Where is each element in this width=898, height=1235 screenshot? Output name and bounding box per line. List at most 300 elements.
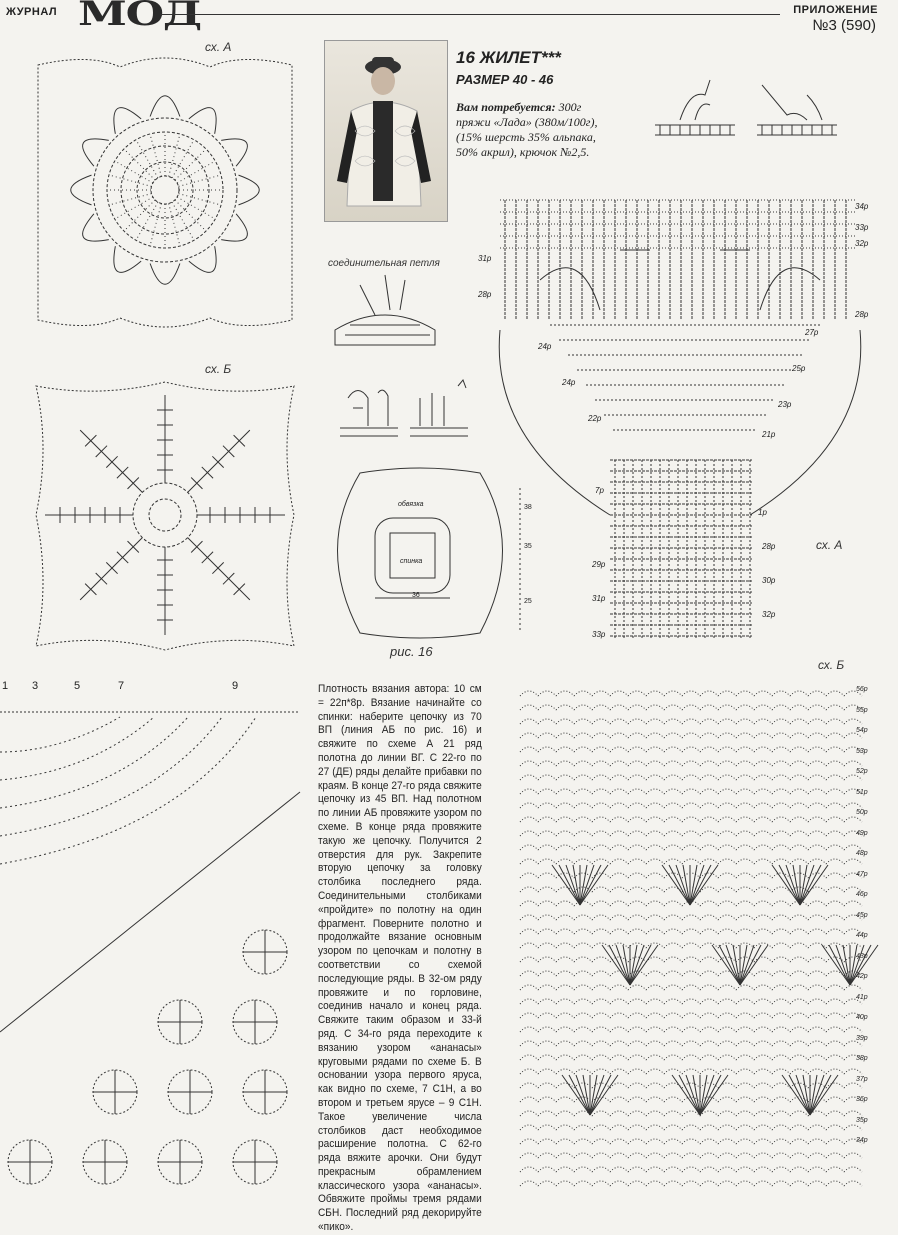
pineapple-arch — [592, 1125, 610, 1130]
pineapple-arch — [664, 1041, 682, 1046]
num-7: 7 — [118, 680, 125, 692]
pineapple-arch — [592, 887, 610, 892]
pineapple-arch — [700, 733, 718, 738]
pineapple-arch — [700, 943, 718, 948]
pineapple-fan — [580, 865, 594, 905]
pineapple-arch — [700, 1041, 718, 1046]
pineapple-arch — [808, 845, 826, 850]
scheme-a-label-top: сх. А — [205, 40, 232, 54]
pineapple-arch — [664, 1013, 682, 1018]
pineapple-arch — [826, 901, 844, 906]
pineapple-arch — [754, 887, 772, 892]
pineapple-arch — [700, 705, 718, 710]
pineapple-arch — [790, 929, 808, 934]
pineapple-arch — [610, 901, 628, 906]
pineapple-arch — [592, 915, 610, 920]
pineapple-arch — [664, 789, 682, 794]
pineapple-fan — [590, 1075, 618, 1115]
pineapple-arch — [736, 1013, 754, 1018]
pineapple-arch — [808, 719, 826, 724]
pineapple-arch — [736, 1111, 754, 1116]
pineapple-arch — [628, 1167, 646, 1172]
pineapple-arch — [790, 1153, 808, 1158]
row-label-27: 27р — [805, 328, 819, 337]
motif-a-petal — [71, 175, 92, 205]
pineapple-arch — [556, 957, 574, 962]
pineapple-arch — [556, 999, 574, 1004]
pineapple-arch — [610, 761, 628, 766]
pineapple-arch — [772, 1111, 790, 1116]
pineapple-arch — [718, 929, 736, 934]
pineapple-arch — [700, 831, 718, 836]
row-label-left-33: 33р — [592, 630, 606, 639]
pineapple-arch — [646, 1097, 664, 1102]
pineapple-fan — [616, 945, 630, 985]
pineapple-row-label: 52р — [856, 768, 868, 775]
motif-a-ray — [150, 134, 161, 177]
quarter-arc — [0, 717, 256, 864]
pineapple-fan — [552, 865, 580, 905]
pineapple-arch — [538, 733, 556, 738]
pineapple-arch — [520, 1041, 538, 1046]
pineapple-arch — [628, 901, 646, 906]
pineapple-arch — [772, 1069, 790, 1074]
pineapple-arch — [772, 817, 790, 822]
pineapple-arch — [592, 1027, 610, 1032]
pineapple-arch — [700, 1125, 718, 1130]
pineapple-arch — [628, 1097, 646, 1102]
pineapple-row-label: 45р — [856, 911, 868, 919]
pineapple-arch — [592, 775, 610, 780]
pineapple-arch — [700, 901, 718, 906]
pineapple-arch — [754, 845, 772, 850]
pineapple-arch — [682, 761, 700, 766]
row-label-23: 23р — [778, 400, 792, 409]
row-label-21: 21р — [762, 430, 776, 439]
pineapple-arch — [664, 817, 682, 822]
pineapple-arch — [520, 957, 538, 962]
row-label-28: 28р — [855, 310, 869, 319]
pineapple-arch — [772, 691, 790, 696]
pineapple-arch — [646, 999, 664, 1004]
pineapple-arch — [538, 761, 556, 766]
pineapple-arch — [538, 747, 556, 752]
pineapple-arch — [520, 929, 538, 934]
pineapple-arch — [664, 1027, 682, 1032]
pineapple-arch — [754, 1167, 772, 1172]
pineapple-arch — [556, 915, 574, 920]
pineapple-arch — [574, 1083, 592, 1088]
pineapple-arch — [646, 1013, 664, 1018]
pineapple-arch — [628, 1055, 646, 1060]
pineapple-arch — [826, 1125, 844, 1130]
pineapple-arch — [628, 859, 646, 864]
motif-a-ray — [169, 134, 180, 177]
pineapple-arch — [592, 1013, 610, 1018]
pineapple-arch — [754, 831, 772, 836]
pineapple-row-label: 39р — [856, 1034, 868, 1042]
pineapple-arch — [736, 1139, 754, 1144]
pineapple-arch — [574, 1181, 592, 1186]
pineapple-arch — [610, 943, 628, 948]
pineapple-arch — [772, 1181, 790, 1186]
pineapple-arch — [754, 817, 772, 822]
instructions-text: Плотность вязания автора: 10 см = 22п*8р. Вязание начинайте со спинки: наберите цепочку из 70 ВП (линия АБ по рис. 16) и свяжите по схеме А 21 ряд полотна до линии ВГ. С 22-го по 27 (ДЕ) ряды делайте прибавки по краям. В конце 27-го ряда свяжите цепочку из 45 ВП. Над полотном по линии АБ провяжите узором по схеме. В конце ряда провяжите такую же цепочку. Получится 2 отверстия для рук. Закрепите вторую цепочку за головку столбика последнего ряда. Соединительными столбиками «пройдите» по полотну на один фрагмент. Поверните полотно и продолжайте вязание основным узором по цепочкам и полотну в соответствии со схемой последующие ряды. В 32-ом ряду провяжите и по горловине, соединив начало и конец ряда. Свяжите таким образом и 33-й ряд. С 34-го ряда переходите к вязанию узором «ананасы» круговыми рядами по схеме Б. В основании узора первого яруса, как видно по схеме, 7 С1Н, а во втором и третьем ярусе – 9 С1Н. Такое увеличение числа столбиков даст необходимое расширение полотна. С 62-го ряда вяжите арочки. Они будут прекрасным обрамлением классического узора «ананасы». Обвяжите проймы тремя рядами СБН. Последний ряд декорируйте «пико». — [318, 683, 482, 1234]
pineapple-arch — [772, 901, 790, 906]
pineapple-arch — [592, 943, 610, 948]
pineapple-arch — [718, 845, 736, 850]
pineapple-arch — [520, 887, 538, 892]
pineapple-arch — [538, 845, 556, 850]
pineapple-fan — [580, 865, 608, 905]
pineapple-arch — [736, 691, 754, 696]
pineapple-arch — [556, 943, 574, 948]
pineapple-arch — [790, 845, 808, 850]
pineapple-arch — [682, 1181, 700, 1186]
pineapple-arch — [772, 929, 790, 934]
pineapple-arch — [538, 999, 556, 1004]
pineapple-arch — [646, 929, 664, 934]
pineapple-arch — [556, 789, 574, 794]
pineapple-arch — [592, 1167, 610, 1172]
pineapple-arch — [772, 845, 790, 850]
pineapple-arch — [538, 873, 556, 878]
pineapple-arch — [592, 971, 610, 976]
pineapple-arch — [790, 971, 808, 976]
pineapple-arch — [736, 1027, 754, 1032]
pineapple-arch — [664, 719, 682, 724]
pineapple-arch — [682, 929, 700, 934]
pineapple-arch — [826, 887, 844, 892]
motif-a-diagram — [30, 55, 300, 330]
pineapple-row-label: 36р — [856, 1096, 868, 1103]
pineapple-arch — [520, 705, 538, 710]
pineapple-arch — [628, 1139, 646, 1144]
pineapple-fan — [740, 945, 754, 985]
pineapple-arch — [646, 887, 664, 892]
pineapple-fan — [566, 865, 580, 905]
pineapple-arch — [790, 761, 808, 766]
pineapple-arch — [592, 747, 610, 752]
pineapple-arch — [700, 887, 718, 892]
pineapple-arch — [574, 719, 592, 724]
pineapple-arch — [628, 985, 646, 990]
pineapple-arch — [808, 1069, 826, 1074]
pineapple-arch — [628, 1041, 646, 1046]
pineapple-arch — [628, 831, 646, 836]
pineapple-arch — [826, 705, 844, 710]
pineapple-arch — [520, 1181, 538, 1186]
pineapple-arch — [718, 1181, 736, 1186]
pineapple-arch — [592, 817, 610, 822]
pineapple-arch — [664, 1069, 682, 1074]
pineapple-arch — [592, 1055, 610, 1060]
pineapple-arch — [520, 943, 538, 948]
pineapple-arch — [592, 845, 610, 850]
pineapple-arch — [574, 803, 592, 808]
pineapple-arch — [556, 1097, 574, 1102]
pineapple-arch — [592, 1139, 610, 1144]
pineapple-arch — [790, 1181, 808, 1186]
pineapple-arch — [736, 929, 754, 934]
pineapple-arch — [826, 1055, 844, 1060]
motif-a-petal — [83, 214, 109, 241]
pineapple-arch — [574, 691, 592, 696]
pineapple-arch — [628, 719, 646, 724]
pineapple-arch — [556, 971, 574, 976]
pineapple-arch — [754, 719, 772, 724]
pineapple-arch — [754, 1153, 772, 1158]
pineapple-arch — [754, 1125, 772, 1130]
pineapple-arch — [574, 901, 592, 906]
pineapple-arch — [610, 1111, 628, 1116]
pineapple-arch — [826, 999, 844, 1004]
pineapple-arch — [592, 901, 610, 906]
figure-caption: рис. 16 — [390, 644, 433, 659]
pineapple-arch — [808, 1041, 826, 1046]
motif-a-ray — [179, 194, 222, 205]
pineapple-arch — [772, 1027, 790, 1032]
stitch-sketch-left — [338, 378, 400, 440]
motif-a-ray — [177, 197, 215, 219]
pineapple-arch — [592, 1041, 610, 1046]
pineapple-fan — [800, 865, 814, 905]
pineapple-arch — [556, 985, 574, 990]
pineapple-arch — [520, 775, 538, 780]
pineapple-arch — [574, 1055, 592, 1060]
num-9: 9 — [232, 680, 239, 692]
pineapple-arch — [538, 1055, 556, 1060]
dim-1: 38 — [524, 504, 532, 511]
pineapple-arch — [790, 1041, 808, 1046]
pineapple-arch — [826, 1069, 844, 1074]
pineapple-arch — [556, 901, 574, 906]
pineapple-arch — [556, 1167, 574, 1172]
pineapple-arch — [628, 845, 646, 850]
pineapple-arch — [628, 789, 646, 794]
pineapple-arch — [556, 1013, 574, 1018]
pineapple-arch — [574, 789, 592, 794]
pineapple-arch — [520, 915, 538, 920]
pineapple-arch — [646, 859, 664, 864]
pineapple-arch — [592, 985, 610, 990]
pineapple-arch — [538, 803, 556, 808]
pineapple-arch — [646, 705, 664, 710]
pineapple-fan — [662, 865, 690, 905]
pineapple-arch — [772, 705, 790, 710]
pineapple-arch — [628, 873, 646, 878]
pineapple-row-label: 43р — [856, 952, 868, 960]
pineapple-arch — [592, 999, 610, 1004]
pineapple-fan — [786, 865, 800, 905]
motif-a-ray — [115, 161, 153, 183]
pineapple-arch — [718, 999, 736, 1004]
pineapple-arch — [610, 1097, 628, 1102]
pineapple-arch — [718, 1027, 736, 1032]
pineapple-arch — [664, 1111, 682, 1116]
motif-a-ray — [172, 202, 194, 240]
pineapple-arch — [520, 761, 538, 766]
pineapple-arch — [592, 929, 610, 934]
pineapple-arch — [808, 971, 826, 976]
pineapple-arch — [754, 943, 772, 948]
pineapple-arch — [808, 817, 826, 822]
pineapple-arch — [538, 1153, 556, 1158]
pineapple-fan — [810, 1075, 838, 1115]
pineapple-arch — [574, 817, 592, 822]
pineapple-arch — [718, 1111, 736, 1116]
quarter-arc — [0, 717, 188, 808]
motif-a-ray — [136, 140, 158, 178]
pineapple-arch — [538, 705, 556, 710]
pineapple-arch — [556, 859, 574, 864]
magazine-name-small: ЖУРНАЛ — [6, 6, 58, 18]
pineapple-arch — [700, 1153, 718, 1158]
motif-a-petal — [189, 108, 216, 134]
pineapple-arch — [826, 845, 844, 850]
motif-a-ray — [175, 149, 206, 180]
pineapple-arch — [790, 719, 808, 724]
pineapple-arch — [736, 747, 754, 752]
pineapple-arch — [520, 971, 538, 976]
pineapple-arch — [736, 1097, 754, 1102]
pineapple-arch — [790, 1013, 808, 1018]
pineapple-arch — [646, 1027, 664, 1032]
pineapple-arch — [610, 1055, 628, 1060]
pineapple-arch — [664, 691, 682, 696]
pineapple-arch — [754, 1181, 772, 1186]
pineapple-arch — [574, 705, 592, 710]
pineapple-arch — [628, 1069, 646, 1074]
pineapple-arch — [826, 1083, 844, 1088]
scheme-a-chart-label: сх. А — [816, 538, 843, 552]
pineapple-arch — [718, 873, 736, 878]
pineapple-arch — [556, 1139, 574, 1144]
pineapple-arch — [772, 1055, 790, 1060]
pineapple-arch — [790, 733, 808, 738]
pineapple-fan — [630, 945, 644, 985]
pineapple-arch — [772, 1139, 790, 1144]
pineapple-fan — [690, 865, 704, 905]
vest-photo — [324, 40, 448, 222]
pineapple-arch — [700, 691, 718, 696]
motif-a-petal — [239, 175, 260, 205]
pineapple-arch — [556, 719, 574, 724]
pineapple-arch — [682, 1055, 700, 1060]
pineapple-arch — [520, 901, 538, 906]
pineapple-arch — [826, 803, 844, 808]
pineapple-arch — [538, 817, 556, 822]
pineapple-arch — [700, 1069, 718, 1074]
motif-a-ray — [109, 194, 152, 205]
pineapple-arch — [682, 957, 700, 962]
pineapple-arch — [610, 1181, 628, 1186]
pineapple-arch — [556, 1041, 574, 1046]
pineapple-arch — [574, 1027, 592, 1032]
pineapple-arch — [754, 1139, 772, 1144]
pineapple-arch — [664, 733, 682, 738]
pineapple-fan — [672, 1075, 700, 1115]
pineapple-arch — [718, 761, 736, 766]
pineapple-fan — [700, 1075, 714, 1115]
pineapple-arch — [538, 1041, 556, 1046]
pineapple-arch — [682, 691, 700, 696]
pineapple-arch — [610, 775, 628, 780]
pineapple-arch — [592, 705, 610, 710]
motif-a-ray — [109, 175, 152, 186]
pineapple-arch — [592, 691, 610, 696]
pineapple-arch — [736, 817, 754, 822]
pineapple-arch — [664, 761, 682, 766]
pineapple-arch — [592, 719, 610, 724]
pineapple-arch — [754, 733, 772, 738]
pineapple-arch — [574, 999, 592, 1004]
pineapple-arch — [736, 999, 754, 1004]
pineapple-arch — [682, 831, 700, 836]
pineapple-arch — [556, 1181, 574, 1186]
pineapple-arch — [790, 957, 808, 962]
dim-2: 35 — [524, 543, 532, 550]
pineapple-arch — [844, 1181, 862, 1186]
pineapple-arch — [754, 1069, 772, 1074]
pineapple-arch — [826, 929, 844, 934]
pineapple-arch — [520, 1055, 538, 1060]
pineapple-arch — [718, 789, 736, 794]
pineapple-arch — [646, 817, 664, 822]
row-label-34: 34р — [855, 202, 869, 211]
pineapple-arch — [538, 1013, 556, 1018]
pineapple-fan — [630, 945, 658, 985]
pineapple-arch — [736, 859, 754, 864]
pineapple-arch — [610, 691, 628, 696]
pineapple-arch — [754, 929, 772, 934]
pineapple-arch — [628, 1153, 646, 1158]
pineapple-arch — [772, 859, 790, 864]
pineapple-arch — [700, 1181, 718, 1186]
pineapple-arch — [754, 901, 772, 906]
pineapple-arch — [556, 929, 574, 934]
pineapple-arch — [682, 1041, 700, 1046]
pineapple-arch — [682, 1153, 700, 1158]
pineapple-arch — [826, 1139, 844, 1144]
pineapple-arch — [646, 691, 664, 696]
pineapple-arch — [772, 831, 790, 836]
pineapple-arch — [646, 1083, 664, 1088]
supplement-label: ПРИЛОЖЕНИЕ — [793, 4, 878, 16]
pineapple-arch — [574, 733, 592, 738]
pineapple-arch — [808, 691, 826, 696]
pineapple-arch — [682, 859, 700, 864]
pineapple-arch — [826, 775, 844, 780]
row-label-left-29: 29р — [592, 560, 606, 569]
pineapple-arch — [682, 1027, 700, 1032]
materials-body: 300г пряжи «Лада» (380м/100г), (15% шерсть 35% альпака, 50% акрил), крючок №2,5. — [456, 100, 598, 159]
pineapple-arch — [754, 1055, 772, 1060]
pineapple-arch — [808, 1167, 826, 1172]
pineapple-arch — [520, 733, 538, 738]
pineapple-arch — [574, 747, 592, 752]
pineapple-arch — [646, 943, 664, 948]
pineapple-arch — [700, 1055, 718, 1060]
pineapple-arch — [538, 957, 556, 962]
pineapple-arch — [718, 985, 736, 990]
pineapple-arch — [682, 747, 700, 752]
pineapple-arch — [718, 859, 736, 864]
pineapple-arch — [808, 985, 826, 990]
pineapple-arch — [520, 1097, 538, 1102]
pineapple-arch — [646, 1139, 664, 1144]
pineapple-arch — [736, 1153, 754, 1158]
